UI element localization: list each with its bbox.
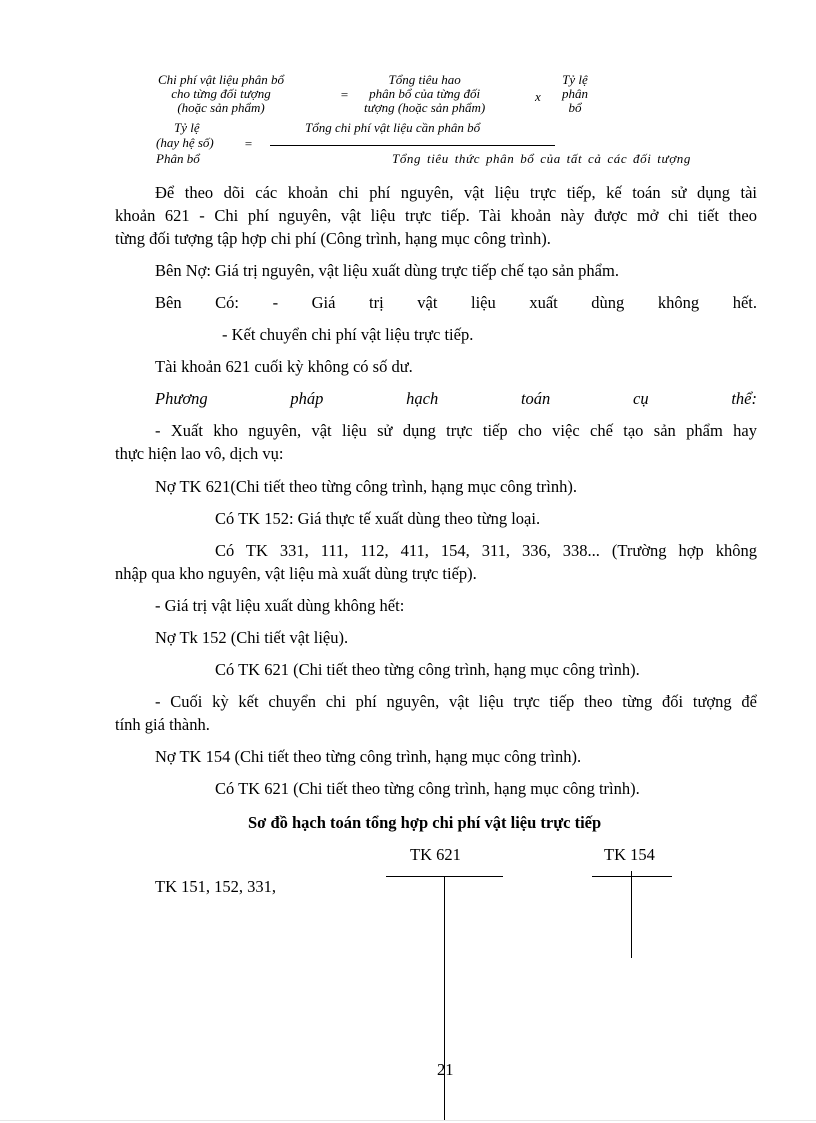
credit-side-text-2: - Kết chuyển chi phí vật liệu trực tiếp. (222, 325, 474, 344)
formula1-mid-line1: Tổng tiêu hao (388, 72, 461, 87)
formula2-lhs-line2: (hay hệ số) (156, 135, 214, 150)
tk154-horizontal-line (592, 876, 672, 877)
method-1-debit: Nợ TK 621(Chi tiết theo từng công trình, hạng mục công trình). (155, 477, 578, 496)
diagram-title: Sơ đồ hạch toán tổng hợp chi phí vật liệu trực tiếp (248, 813, 602, 832)
tk154-label: TK 154 (604, 845, 655, 864)
formula2-equals: = (244, 136, 253, 151)
paragraph-1-line1: Để theo dõi các khoản chi phí nguyên, vật liệu trực tiếp, kế toán sử dụng tài (155, 183, 757, 202)
method-3-debit: Nợ TK 154 (Chi tiết theo từng công trình, hạng mục công trình). (155, 747, 582, 766)
method-1-line2: thực hiện lao vô, dịch vụ: (115, 444, 284, 463)
formula1-lhs (158, 73, 284, 115)
page-number: 21 (437, 1060, 454, 1079)
method-2-credit: Có TK 621 (Chi tiết theo từng công trình, hạng mục công trình). (215, 660, 640, 679)
credit-side-text: Bên Có: - Giá trị vật liệu xuất dùng không hết. (155, 293, 757, 312)
paragraph-1-line2: khoản 621 - Chi phí nguyên, vật liệu trực tiếp. Tài khoản này được mở chi tiết theo (115, 206, 757, 225)
method-2-debit: Nợ Tk 152 (Chi tiết vật liệu). (155, 628, 349, 647)
formula2-lhs-line3: Phân bổ (156, 151, 200, 166)
method-1-credit-1: Có TK 152: Giá thực tế xuất dùng theo từng loại. (215, 509, 541, 528)
tk621-label: TK 621 (410, 845, 461, 864)
formula2-lhs-line1: Tỷ lệ (174, 120, 200, 135)
method-3-line1: - Cuối kỳ kết chuyển chi phí nguyên, vật liệu trực tiếp theo từng đối tượng để (155, 692, 757, 711)
formula2-numerator: Tổng chi phí vật liệu cần phân bổ (305, 120, 481, 135)
method-1-credit-2-line2: nhập qua kho nguyên, vật liệu mà xuất dùng trực tiếp). (115, 564, 477, 583)
tk154-vertical-line (631, 871, 632, 958)
method-1-line1: - Xuất kho nguyên, vật liệu sử dụng trực tiếp cho việc chế tạo sản phẩm hay (155, 421, 757, 440)
formula1-lhs-line3: (hoặc sản phẩm) (177, 100, 265, 115)
formula1-lhs-line1: Chi phí vật liệu phân bổ (158, 72, 285, 87)
page-bottom-border (0, 1120, 816, 1121)
formula1-mid-line2: phân bổ của từng đối (369, 86, 481, 101)
method-heading: Phương pháp hạch toán cụ thể: (155, 389, 757, 408)
method-3-line2: tính giá thành. (115, 715, 210, 734)
method-3-credit: Có TK 621 (Chi tiết theo từng công trình, hạng mục công trình). (215, 779, 640, 798)
formula1-rhs-line1: Tỷ lệ (562, 72, 588, 87)
formula1-mid-line3: tượng (hoặc sản phẩm) (364, 100, 486, 115)
formula1-rhs-line3: bổ (568, 100, 582, 115)
formula1-rhs-line2: phân (562, 86, 588, 101)
source-accounts-label: TK 151, 152, 331, (155, 877, 276, 896)
formula1-equals: = (340, 87, 349, 102)
method-2: - Giá trị vật liệu xuất dùng không hết: (155, 596, 405, 615)
formula1-mid (364, 73, 485, 115)
method-1-credit-2-line1: Có TK 331, 111, 112, 411, 154, 311, 336, 338... (Trường hợp không (215, 541, 757, 560)
formula2-fraction-bar (270, 145, 555, 146)
paragraph-1-line3: từng đối tượng tập hợp chi phí (Công trình, hạng mục công trình). (115, 229, 551, 248)
formula2-denominator: Tổng tiêu thức phân bổ của tất cả các đối tượng (392, 151, 691, 166)
no-balance-text: Tài khoản 621 cuối kỳ không có số dư. (155, 357, 413, 376)
formula1-rhs (562, 73, 588, 115)
tk621-vertical-line (444, 876, 445, 1120)
formula1-times: x (535, 89, 541, 104)
formula1-lhs-line2: cho từng đối tượng (171, 86, 271, 101)
debit-side-text: Bên Nợ: Giá trị nguyên, vật liệu xuất dùng trực tiếp chế tạo sản phẩm. (155, 261, 619, 280)
